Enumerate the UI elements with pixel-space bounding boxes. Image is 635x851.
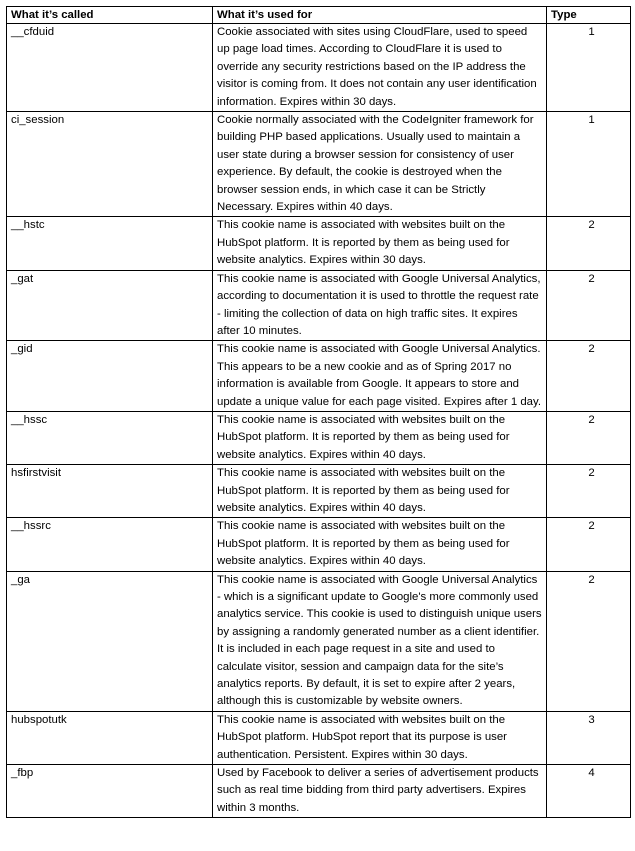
cookie-type-cell	[547, 341, 631, 412]
cookie-type-cell	[547, 465, 631, 518]
cookie-name: hsfirstvisit	[7, 465, 213, 518]
cookie-use: This cookie name is associated with websites built on the HubSpot platform. HubSpot report that its purpose is user authentication. Persistent. Expires within 30 days.	[213, 711, 547, 764]
table-row	[7, 217, 631, 270]
table-row	[7, 711, 631, 764]
table-row	[7, 270, 631, 341]
table-row	[7, 112, 631, 217]
cookie-use: This cookie name is associated with Google Universal Analytics - which is a significant update to Google's more commonly used analytics service. This cookie is used to distinguish unique users by assigning a randomly generated number as a client identifier. It is included in each page request in a site and used to calculate visitor, session and campaign data for the site’s analytics reports. By default, it is set to expire after 2 years, although this is customizable by website owners.	[213, 571, 547, 711]
cookie-type-cell	[547, 571, 631, 711]
header-row	[7, 7, 631, 24]
cookie-type: 3	[588, 713, 595, 726]
cookie-type-cell	[547, 217, 631, 270]
cookie-type-cell	[547, 765, 631, 818]
cookie-name: hubspotutk	[7, 711, 213, 764]
cookie-type: 1	[588, 114, 595, 127]
cookie-name: _fbp	[7, 765, 213, 818]
table-row	[7, 765, 631, 818]
header-name: What it’s called	[7, 7, 213, 24]
header-use: What it’s used for	[213, 7, 547, 24]
cookie-type: 2	[588, 272, 595, 285]
table-row	[7, 411, 631, 464]
cookie-use: This cookie name is associated with websites built on the HubSpot platform. It is reported by them as being used for website analytics. Expires within 40 days.	[213, 465, 547, 518]
cookie-use: This cookie name is associated with Google Universal Analytics. This appears to be a new cookie and as of Spring 2017 no information is available from Google. It appears to store and update a unique value for each page visited. Expires after 1 day.	[213, 341, 547, 412]
cookie-name: ci_session	[7, 112, 213, 217]
cookie-name: __hssc	[7, 411, 213, 464]
cookie-type: 2	[588, 343, 595, 356]
cookie-type-cell	[547, 270, 631, 341]
table-row	[7, 571, 631, 711]
cookie-use: This cookie name is associated with websites built on the HubSpot platform. It is reported by them as being used for website analytics. Expires within 40 days.	[213, 518, 547, 571]
cookie-type: 2	[588, 573, 595, 586]
cookie-name: _ga	[7, 571, 213, 711]
cookie-name: __cfduid	[7, 24, 213, 112]
cookie-type: 4	[588, 767, 595, 780]
cookie-use: Cookie associated with sites using CloudFlare, used to speed up page load times. According to CloudFlare it is used to override any security restrictions based on the IP address the visitor is coming from. It does not contain any user identification information. Expires within 30 days.	[213, 24, 547, 112]
cookie-use: Cookie normally associated with the CodeIgniter framework for building PHP based applications. Usually used to maintain a user state during a browser session for consistency of user experience. By default, the cookie is destroyed when the browser session ends, in which case it can be Strictly Necessary. Expires within 40 days.	[213, 112, 547, 217]
cookie-type: 2	[588, 413, 595, 426]
cookie-type: 2	[588, 467, 595, 480]
cookie-type-cell	[547, 112, 631, 217]
table-row	[7, 341, 631, 412]
cookie-name: __hssrc	[7, 518, 213, 571]
table-header	[7, 7, 631, 24]
table-row	[7, 24, 631, 112]
cookie-name: __hstc	[7, 217, 213, 270]
cookie-use: Used by Facebook to deliver a series of advertisement products such as real time bidding from third party advertisers. Expires within 3 months.	[213, 765, 547, 818]
table-row	[7, 518, 631, 571]
header-type: Type	[547, 7, 631, 24]
table-row	[7, 465, 631, 518]
cookie-type-cell	[547, 711, 631, 764]
cookie-table	[6, 6, 631, 818]
cookie-type-cell	[547, 411, 631, 464]
cookie-use: This cookie name is associated with Google Universal Analytics, according to documentation it is used to throttle the request rate - limiting the collection of data on high traffic sites. It expires after 10 minutes.	[213, 270, 547, 341]
cookie-type: 2	[588, 219, 595, 232]
cookie-use: This cookie name is associated with websites built on the HubSpot platform. It is reported by them as being used for website analytics. Expires within 40 days.	[213, 411, 547, 464]
cookie-name: _gid	[7, 341, 213, 412]
cookie-type: 1	[588, 26, 595, 38]
cookie-name: _gat	[7, 270, 213, 341]
cookie-type-cell	[547, 518, 631, 571]
table-body	[7, 24, 631, 818]
cookie-type-cell	[547, 24, 631, 112]
cookie-use: This cookie name is associated with websites built on the HubSpot platform. It is reported by them as being used for website analytics. Expires within 30 days.	[213, 217, 547, 270]
cookie-type: 2	[588, 520, 595, 533]
